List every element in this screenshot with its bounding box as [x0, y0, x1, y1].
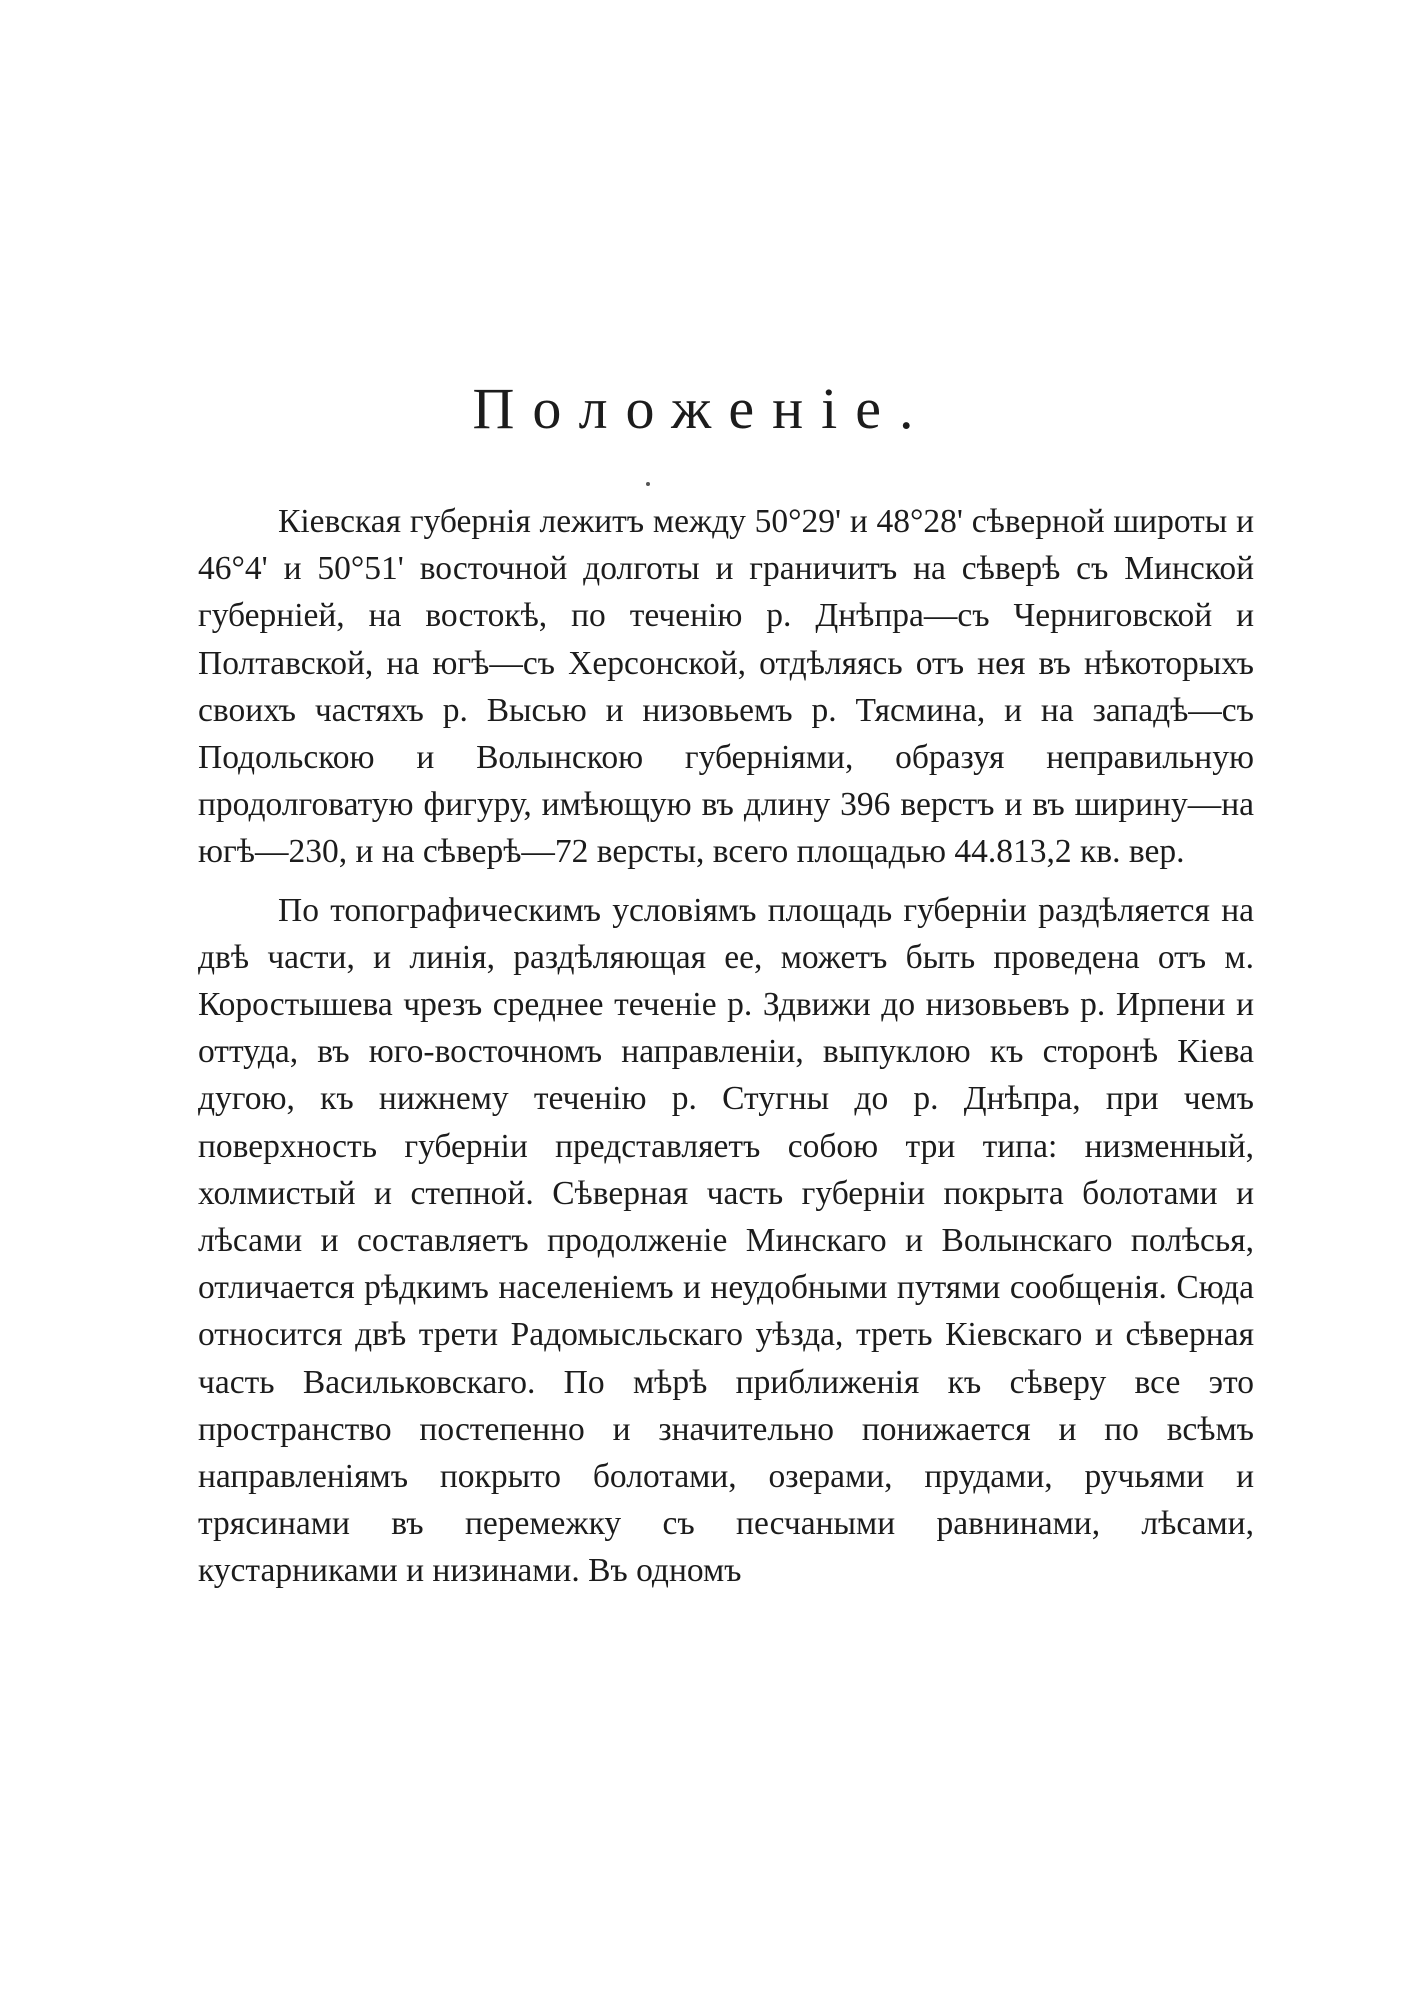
body-text: [198, 498, 1254, 1595]
paragraph-topography: По топографическимъ условіямъ площадь губерніи раздѣляется на двѣ части, и линія, раздѣляющая ее, можетъ быть проведена отъ м. Коростышева чрезъ среднее теченіе р. Здвижи до низовьевъ р. Ирпени и оттуда, въ юго-восточномъ направленіи, выпуклою къ сторонѣ Кіева дугою, къ нижнему теченію р. Стугны до р. Днѣпра, при чемъ поверхность губерніи представляетъ собою три типа: низменный, холмистый и степной. Сѣверная часть губерніи покрыта болотами и лѣсами и составляетъ продолженіе Минскаго и Волынскаго полѣсья, отличается рѣдкимъ населеніемъ и неудобными путями сообщенія. Сюда относится двѣ трети Радомысльскаго уѣзда, треть Кіевскаго и сѣверная часть Васильковскаго. По мѣрѣ приближенія къ сѣверу все это пространство постепенно и значительно понижается и по всѣмъ направленіямъ покрыто болотами, озерами, прудами, ручьями и трясинами въ перемежку съ песчаными равнинами, лѣсами, кустарниками и низинами. Въ одномъ: [198, 891, 1254, 1590]
print-speck: [646, 482, 650, 486]
section-title: Положеніе.: [472, 376, 932, 441]
paragraph-location: Кіевская губернія лежитъ между 50°29' и 48°28' сѣверной широты и 46°4' и 50°51' восточной долготы и граничитъ на сѣверѣ съ Минской губерніей, на востокѣ, по теченію р. Днѣпра—съ Черниговской и Полтавской, на югѣ—съ Херсонской, отдѣляясь отъ нея въ нѣкоторыхъ своихъ частяхъ р. Высью и низовьемъ р. Тясмина, и на западѣ—съ Подольскою и Волынскою губерніями, образуя неправильную продолговатую фигуру, имѣющую въ длину 396 верстъ и въ ширину—на югѣ—230, и на сѣверѣ—72 версты, всего площадью 44.813,2 кв. вер.: [198, 503, 1254, 871]
